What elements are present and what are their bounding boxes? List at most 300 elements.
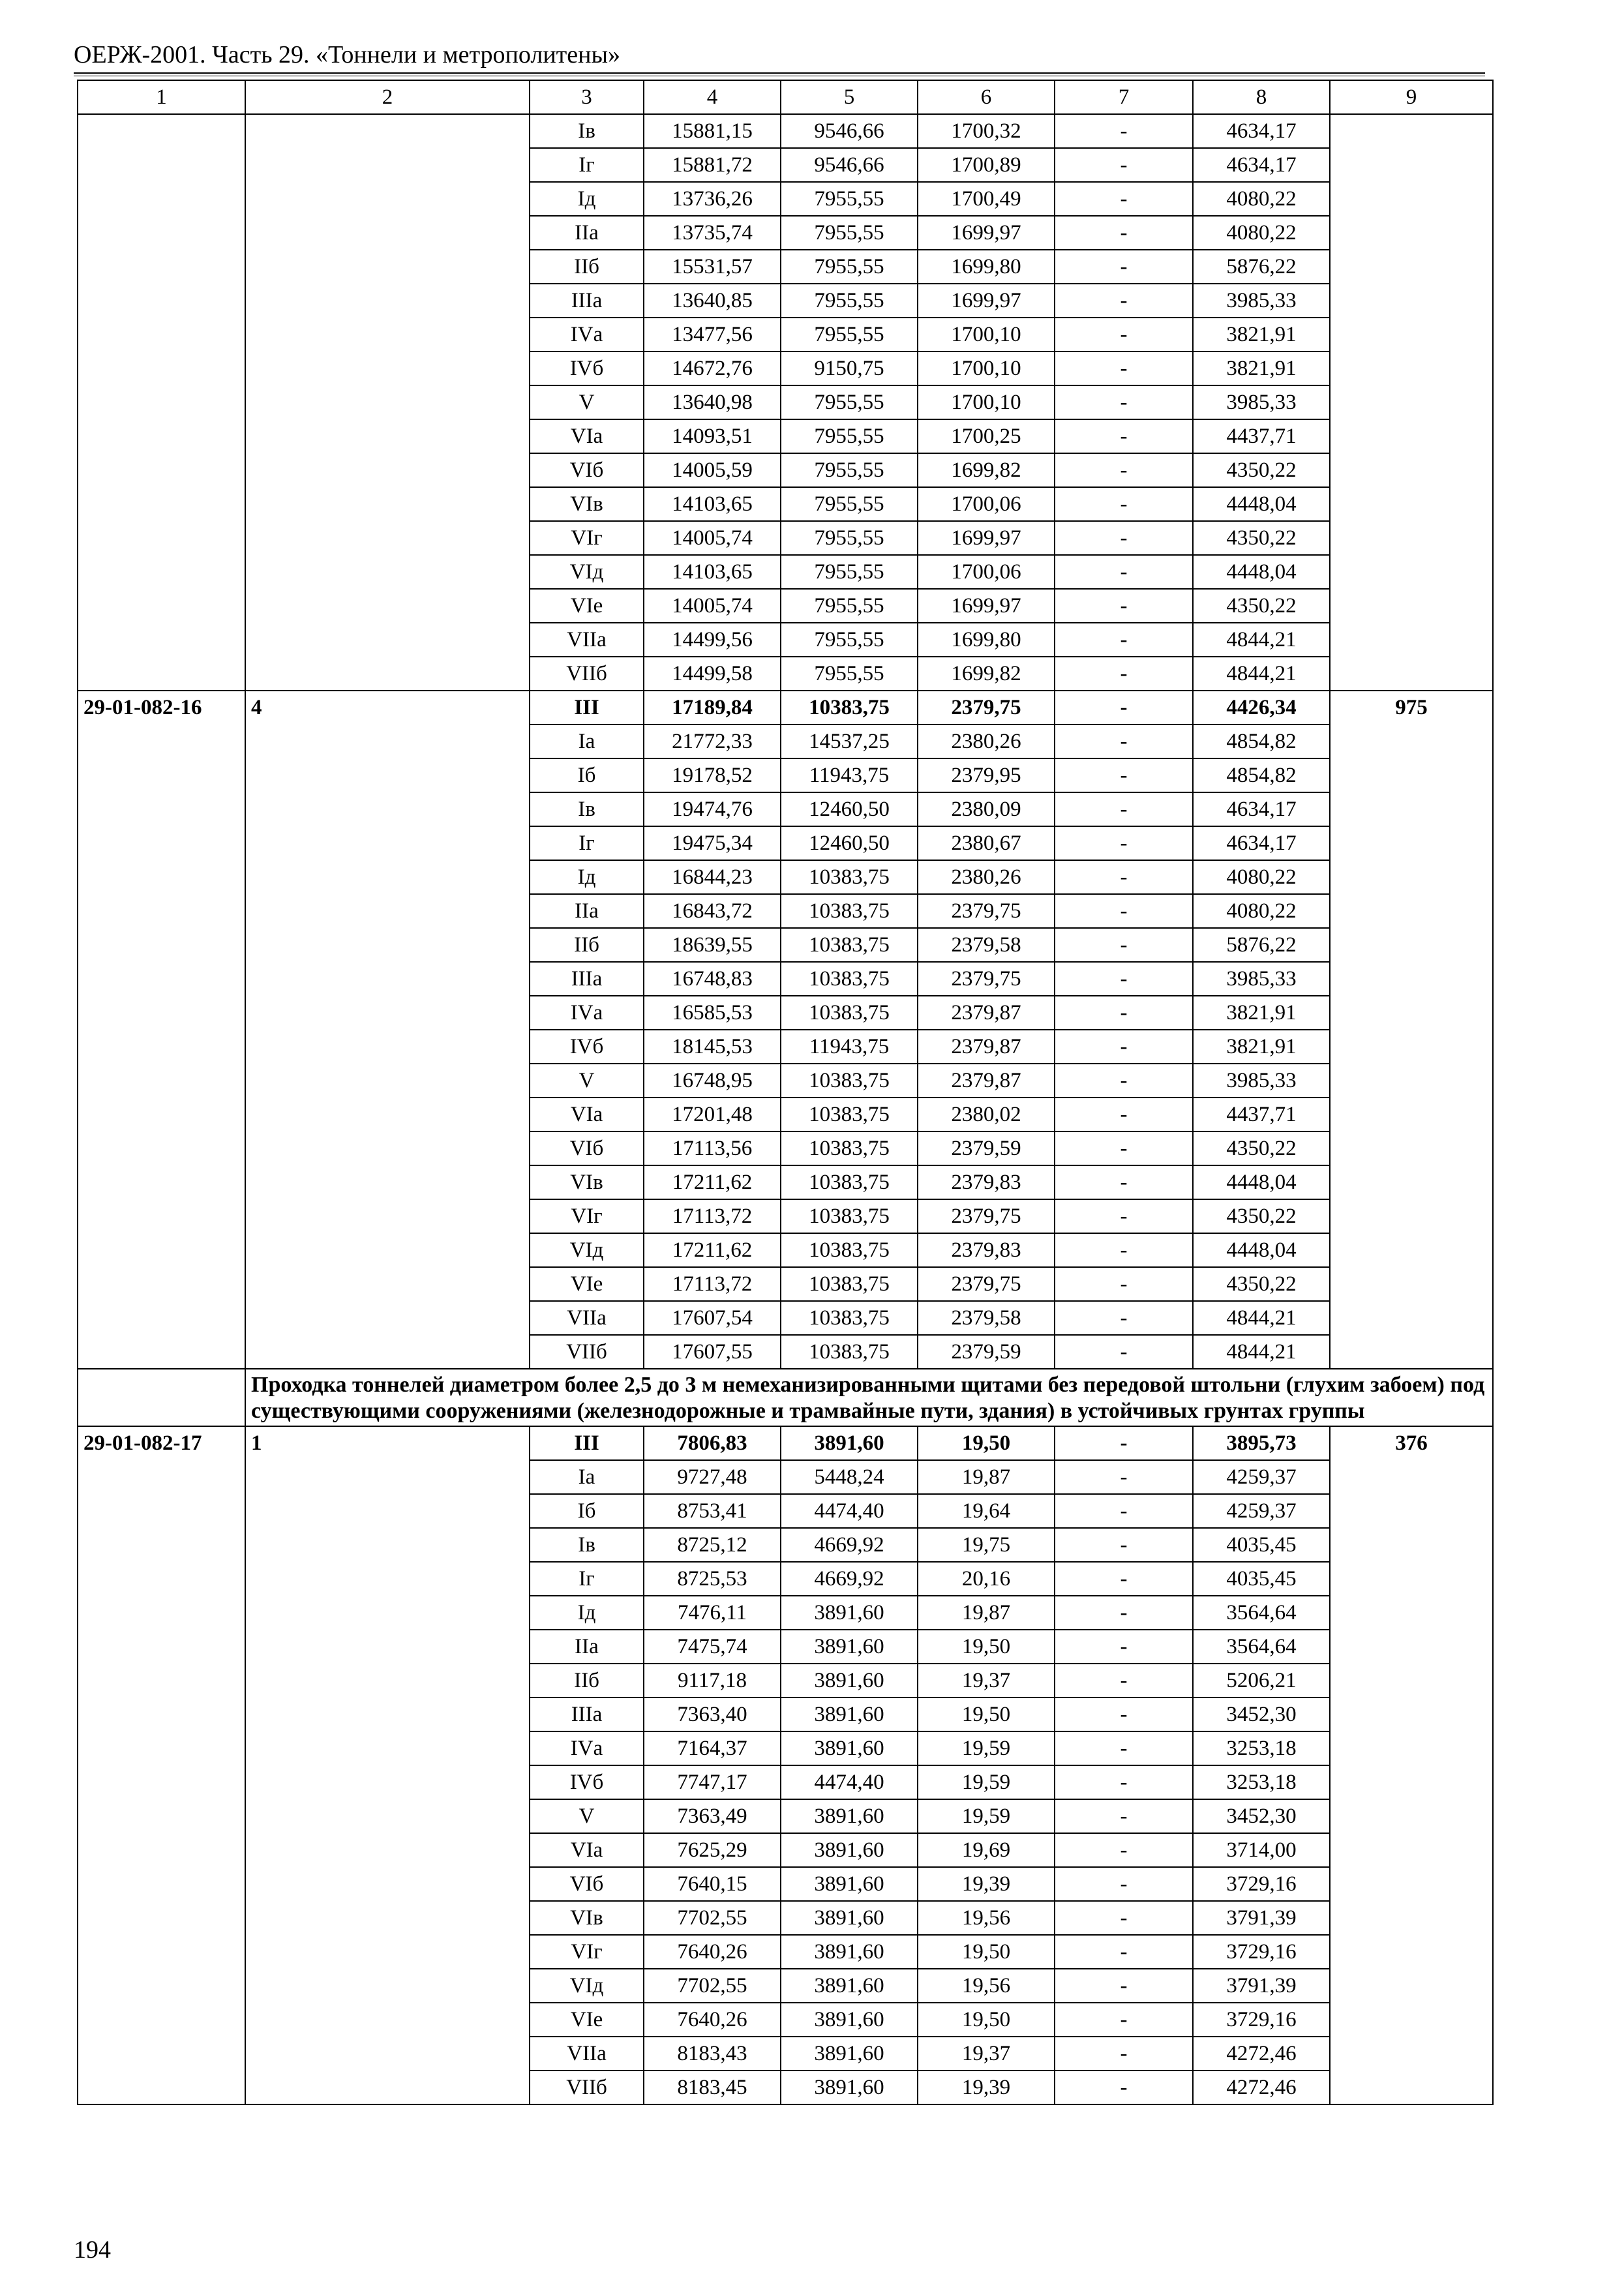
cell-labor-wages: 7955,55 (781, 521, 918, 555)
cell-labor-wages: 10383,75 (781, 1233, 918, 1267)
cell-resistance-class: III (530, 691, 644, 725)
cell-driver-wages: - (1055, 1165, 1193, 1199)
cell-direct-costs: 21772,33 (644, 725, 781, 758)
cell-machine-operation: 2379,59 (918, 1335, 1055, 1369)
cell-machine-operation: 2379,58 (918, 928, 1055, 962)
cell-resistance-class: IVб (530, 1030, 644, 1064)
column-number-header: 7 (1055, 80, 1193, 114)
cell-materials: 4437,71 (1193, 419, 1330, 453)
cell-materials: 3253,18 (1193, 1731, 1330, 1765)
cell-resistance-class: Iг (530, 1562, 644, 1596)
cell-resistance-class: IVа (530, 996, 644, 1030)
cell-materials: 3895,73 (1193, 1426, 1330, 1460)
cell-direct-costs: 15881,72 (644, 148, 781, 182)
cell-materials: 3985,33 (1193, 385, 1330, 419)
cell-driver-wages: - (1055, 1131, 1193, 1165)
cell-machine-operation: 19,69 (918, 1833, 1055, 1867)
cell-materials: 4080,22 (1193, 860, 1330, 894)
cell-materials: 3821,91 (1193, 1030, 1330, 1064)
cell-labor-wages: 7955,55 (781, 589, 918, 623)
cell-direct-costs: 7164,37 (644, 1731, 781, 1765)
cell-direct-costs: 7702,55 (644, 1969, 781, 2003)
cell-labor-wages: 3891,60 (781, 2037, 918, 2071)
cell-labor-wages: 3891,60 (781, 1426, 918, 1460)
cell-resistance-class: VIв (530, 1165, 644, 1199)
cell-resistance-class: V (530, 385, 644, 419)
cell-materials: 3729,16 (1193, 1867, 1330, 1901)
table-row (78, 1426, 1493, 1460)
cell-resistance-class: IIIа (530, 284, 644, 318)
cell-driver-wages: - (1055, 996, 1193, 1030)
cell-direct-costs: 14093,51 (644, 419, 781, 453)
cell-labor-wages: 9546,66 (781, 148, 918, 182)
cell-resistance-class: VIб (530, 1867, 644, 1901)
cell-direct-costs: 19474,76 (644, 792, 781, 826)
cell-driver-wages: - (1055, 1267, 1193, 1301)
cell-direct-costs: 14005,59 (644, 453, 781, 487)
cell-machine-operation: 2379,75 (918, 962, 1055, 996)
cell-resistance-class: Iд (530, 1596, 644, 1630)
cell-soil-group: 4 (245, 691, 530, 1369)
cell-materials: 4350,22 (1193, 521, 1330, 555)
cell-labor-wages: 12460,50 (781, 792, 918, 826)
cell-labor-wages: 3891,60 (781, 1935, 918, 1969)
cell-resistance-class: III (530, 1426, 644, 1460)
cell-machine-operation: 19,59 (918, 1765, 1055, 1799)
cell-direct-costs: 17211,62 (644, 1165, 781, 1199)
cell-resistance-class: IVа (530, 1731, 644, 1765)
cell-machine-operation: 1700,10 (918, 352, 1055, 385)
cell-direct-costs: 18639,55 (644, 928, 781, 962)
cell-section-empty (78, 1369, 245, 1426)
cell-col9-value: 975 (1330, 691, 1493, 1369)
cell-driver-wages: - (1055, 114, 1193, 148)
cell-materials: 4259,37 (1193, 1494, 1330, 1528)
cell-driver-wages: - (1055, 419, 1193, 453)
cell-materials: 5876,22 (1193, 250, 1330, 284)
cell-machine-operation: 2380,26 (918, 860, 1055, 894)
rates-table (77, 80, 1494, 2105)
cell-resistance-class: VIа (530, 419, 644, 453)
cell-machine-operation: 1700,49 (918, 182, 1055, 216)
cell-resistance-class: VIд (530, 1233, 644, 1267)
cell-direct-costs: 7625,29 (644, 1833, 781, 1867)
cell-resistance-class: VIIб (530, 2071, 644, 2104)
cell-resistance-class: Iг (530, 148, 644, 182)
cell-machine-operation: 19,59 (918, 1799, 1055, 1833)
cell-labor-wages: 9546,66 (781, 114, 918, 148)
cell-driver-wages: - (1055, 1494, 1193, 1528)
cell-machine-operation: 19,50 (918, 1426, 1055, 1460)
cell-direct-costs: 17211,62 (644, 1233, 781, 1267)
cell-driver-wages: - (1055, 758, 1193, 792)
cell-direct-costs: 14103,65 (644, 487, 781, 521)
cell-direct-costs: 15531,57 (644, 250, 781, 284)
cell-materials: 4080,22 (1193, 182, 1330, 216)
cell-labor-wages: 7955,55 (781, 555, 918, 589)
cell-materials: 3564,64 (1193, 1596, 1330, 1630)
cell-materials: 4448,04 (1193, 555, 1330, 589)
cell-labor-wages: 3891,60 (781, 1596, 918, 1630)
cell-direct-costs: 14005,74 (644, 521, 781, 555)
cell-materials: 4844,21 (1193, 657, 1330, 691)
cell-resistance-class: IIа (530, 216, 644, 250)
cell-materials: 4350,22 (1193, 1267, 1330, 1301)
cell-materials: 3729,16 (1193, 1935, 1330, 1969)
cell-labor-wages: 7955,55 (781, 385, 918, 419)
cell-machine-operation: 19,39 (918, 1867, 1055, 1901)
cell-materials: 3791,39 (1193, 1969, 1330, 2003)
cell-driver-wages: - (1055, 589, 1193, 623)
cell-resistance-class: IIб (530, 1664, 644, 1698)
cell-driver-wages: - (1055, 1765, 1193, 1799)
cell-driver-wages: - (1055, 1199, 1193, 1233)
cell-machine-operation: 2379,58 (918, 1301, 1055, 1335)
cell-resistance-class: VIг (530, 1935, 644, 1969)
cell-direct-costs: 14499,56 (644, 623, 781, 657)
cell-resistance-class: VIг (530, 521, 644, 555)
cell-machine-operation: 1699,97 (918, 521, 1055, 555)
cell-labor-wages: 7955,55 (781, 487, 918, 521)
cell-materials: 4634,17 (1193, 114, 1330, 148)
cell-resistance-class: IIIа (530, 962, 644, 996)
cell-resistance-class: V (530, 1799, 644, 1833)
cell-labor-wages: 10383,75 (781, 1199, 918, 1233)
cell-machine-operation: 1699,80 (918, 250, 1055, 284)
cell-driver-wages: - (1055, 623, 1193, 657)
cell-materials: 4844,21 (1193, 1301, 1330, 1335)
cell-machine-operation: 19,56 (918, 1901, 1055, 1935)
cell-soil-group: 1 (245, 1426, 530, 2104)
cell-machine-operation: 1699,82 (918, 657, 1055, 691)
cell-code-empty (78, 114, 245, 691)
cell-driver-wages: - (1055, 250, 1193, 284)
cell-resistance-class: VIе (530, 589, 644, 623)
cell-resistance-class: VIа (530, 1833, 644, 1867)
cell-driver-wages: - (1055, 1301, 1193, 1335)
cell-direct-costs: 7747,17 (644, 1765, 781, 1799)
cell-resistance-class: IVб (530, 352, 644, 385)
cell-resistance-class: VIг (530, 1199, 644, 1233)
cell-labor-wages: 9150,75 (781, 352, 918, 385)
cell-driver-wages: - (1055, 2037, 1193, 2071)
cell-norm-code: 29-01-082-16 (78, 691, 245, 1369)
cell-labor-wages: 4669,92 (781, 1528, 918, 1562)
cell-direct-costs: 13477,56 (644, 318, 781, 352)
cell-labor-wages: 7955,55 (781, 657, 918, 691)
cell-col9-value: 376 (1330, 1426, 1493, 2104)
cell-driver-wages: - (1055, 1426, 1193, 1460)
cell-driver-wages: - (1055, 1098, 1193, 1131)
cell-direct-costs: 14672,76 (644, 352, 781, 385)
cell-machine-operation: 2380,26 (918, 725, 1055, 758)
cell-driver-wages: - (1055, 284, 1193, 318)
cell-materials: 4272,46 (1193, 2037, 1330, 2071)
cell-materials: 4350,22 (1193, 453, 1330, 487)
cell-resistance-class: VIв (530, 1901, 644, 1935)
cell-driver-wages: - (1055, 962, 1193, 996)
cell-labor-wages: 7955,55 (781, 216, 918, 250)
cell-materials: 4259,37 (1193, 1460, 1330, 1494)
cell-driver-wages: - (1055, 1969, 1193, 2003)
cell-machine-operation: 2379,83 (918, 1233, 1055, 1267)
cell-direct-costs: 17201,48 (644, 1098, 781, 1131)
cell-resistance-class: Iа (530, 1460, 644, 1494)
cell-materials: 3253,18 (1193, 1765, 1330, 1799)
cell-machine-operation: 1699,80 (918, 623, 1055, 657)
cell-direct-costs: 13736,26 (644, 182, 781, 216)
cell-direct-costs: 7640,15 (644, 1867, 781, 1901)
cell-resistance-class: Iд (530, 182, 644, 216)
column-number-header: 9 (1330, 80, 1493, 114)
cell-labor-wages: 4474,40 (781, 1494, 918, 1528)
cell-materials: 4080,22 (1193, 216, 1330, 250)
cell-machine-operation: 2380,02 (918, 1098, 1055, 1131)
cell-materials: 4035,45 (1193, 1562, 1330, 1596)
cell-resistance-class: Iв (530, 792, 644, 826)
cell-direct-costs: 14103,65 (644, 555, 781, 589)
cell-machine-operation: 19,37 (918, 1664, 1055, 1698)
cell-driver-wages: - (1055, 1460, 1193, 1494)
cell-direct-costs: 17113,56 (644, 1131, 781, 1165)
cell-driver-wages: - (1055, 318, 1193, 352)
cell-labor-wages: 10383,75 (781, 1301, 918, 1335)
cell-resistance-class: Iд (530, 860, 644, 894)
cell-materials: 3452,30 (1193, 1698, 1330, 1731)
cell-machine-operation: 19,50 (918, 2003, 1055, 2037)
cell-machine-operation: 1700,10 (918, 318, 1055, 352)
cell-machine-operation: 1699,97 (918, 284, 1055, 318)
cell-driver-wages: - (1055, 1698, 1193, 1731)
cell-driver-wages: - (1055, 385, 1193, 419)
cell-materials: 5206,21 (1193, 1664, 1330, 1698)
cell-direct-costs: 17607,55 (644, 1335, 781, 1369)
cell-machine-operation: 2380,67 (918, 826, 1055, 860)
cell-driver-wages: - (1055, 1064, 1193, 1098)
cell-direct-costs: 17113,72 (644, 1267, 781, 1301)
cell-resistance-class: IIIа (530, 1698, 644, 1731)
cell-labor-wages: 3891,60 (781, 1799, 918, 1833)
cell-materials: 4035,45 (1193, 1528, 1330, 1562)
cell-materials: 3985,33 (1193, 1064, 1330, 1098)
cell-direct-costs: 13640,98 (644, 385, 781, 419)
cell-driver-wages: - (1055, 725, 1193, 758)
cell-materials: 4448,04 (1193, 1165, 1330, 1199)
cell-resistance-class: VIд (530, 1969, 644, 2003)
cell-machine-operation: 19,50 (918, 1698, 1055, 1731)
cell-materials: 4448,04 (1193, 1233, 1330, 1267)
table-row (78, 691, 1493, 725)
cell-machine-operation: 2379,75 (918, 1199, 1055, 1233)
cell-driver-wages: - (1055, 555, 1193, 589)
cell-materials: 3791,39 (1193, 1901, 1330, 1935)
cell-direct-costs: 16843,72 (644, 894, 781, 928)
cell-machine-operation: 2379,87 (918, 996, 1055, 1030)
cell-group-empty (245, 114, 530, 691)
cell-driver-wages: - (1055, 216, 1193, 250)
cell-resistance-class: IIа (530, 894, 644, 928)
cell-machine-operation: 19,37 (918, 2037, 1055, 2071)
cell-labor-wages: 7955,55 (781, 182, 918, 216)
cell-labor-wages: 3891,60 (781, 1731, 918, 1765)
cell-machine-operation: 1699,82 (918, 453, 1055, 487)
cell-machine-operation: 2379,83 (918, 1165, 1055, 1199)
cell-labor-wages: 3891,60 (781, 1630, 918, 1664)
cell-resistance-class: VIе (530, 1267, 644, 1301)
cell-driver-wages: - (1055, 453, 1193, 487)
cell-direct-costs: 8753,41 (644, 1494, 781, 1528)
column-number-header: 2 (245, 80, 530, 114)
cell-direct-costs: 7640,26 (644, 1935, 781, 1969)
cell-direct-costs: 13640,85 (644, 284, 781, 318)
cell-machine-operation: 19,50 (918, 1935, 1055, 1969)
cell-labor-wages: 4474,40 (781, 1765, 918, 1799)
cell-direct-costs: 17189,84 (644, 691, 781, 725)
table-row (78, 114, 1493, 148)
cell-driver-wages: - (1055, 657, 1193, 691)
cell-machine-operation: 19,87 (918, 1460, 1055, 1494)
cell-labor-wages: 14537,25 (781, 725, 918, 758)
cell-materials: 3564,64 (1193, 1630, 1330, 1664)
cell-materials: 4634,17 (1193, 826, 1330, 860)
cell-materials: 4272,46 (1193, 2071, 1330, 2104)
cell-resistance-class: VIб (530, 453, 644, 487)
cell-materials: 3452,30 (1193, 1799, 1330, 1833)
cell-machine-operation: 1699,97 (918, 589, 1055, 623)
cell-driver-wages: - (1055, 1901, 1193, 1935)
cell-driver-wages: - (1055, 2071, 1193, 2104)
cell-labor-wages: 7955,55 (781, 419, 918, 453)
cell-direct-costs: 7475,74 (644, 1630, 781, 1664)
cell-machine-operation: 20,16 (918, 1562, 1055, 1596)
cell-driver-wages: - (1055, 1335, 1193, 1369)
cell-resistance-class: IIа (530, 1630, 644, 1664)
cell-labor-wages: 7955,55 (781, 284, 918, 318)
cell-driver-wages: - (1055, 521, 1193, 555)
cell-labor-wages: 11943,75 (781, 1030, 918, 1064)
cell-machine-operation: 19,59 (918, 1731, 1055, 1765)
cell-materials: 4634,17 (1193, 792, 1330, 826)
cell-machine-operation: 2379,95 (918, 758, 1055, 792)
cell-direct-costs: 17607,54 (644, 1301, 781, 1335)
column-number-header: 1 (78, 80, 245, 114)
cell-labor-wages: 10383,75 (781, 1064, 918, 1098)
cell-resistance-class: IIб (530, 250, 644, 284)
cell-materials: 3821,91 (1193, 996, 1330, 1030)
cell-labor-wages: 10383,75 (781, 1165, 918, 1199)
cell-machine-operation: 1700,10 (918, 385, 1055, 419)
column-number-header: 3 (530, 80, 644, 114)
cell-driver-wages: - (1055, 2003, 1193, 2037)
cell-materials: 3821,91 (1193, 352, 1330, 385)
cell-direct-costs: 16585,53 (644, 996, 781, 1030)
cell-direct-costs: 7806,83 (644, 1426, 781, 1460)
cell-direct-costs: 8725,53 (644, 1562, 781, 1596)
cell-resistance-class: VIа (530, 1098, 644, 1131)
cell-labor-wages: 10383,75 (781, 962, 918, 996)
cell-direct-costs: 16748,95 (644, 1064, 781, 1098)
cell-driver-wages: - (1055, 860, 1193, 894)
column-number-header: 8 (1193, 80, 1330, 114)
cell-resistance-class: VIIб (530, 657, 644, 691)
cell-resistance-class: VIд (530, 555, 644, 589)
column-number-header: 4 (644, 80, 781, 114)
cell-labor-wages: 10383,75 (781, 691, 918, 725)
cell-labor-wages: 7955,55 (781, 250, 918, 284)
cell-driver-wages: - (1055, 1731, 1193, 1765)
cell-driver-wages: - (1055, 792, 1193, 826)
column-number-row (78, 80, 1493, 114)
cell-direct-costs: 7476,11 (644, 1596, 781, 1630)
cell-resistance-class: VIб (530, 1131, 644, 1165)
cell-driver-wages: - (1055, 894, 1193, 928)
cell-labor-wages: 10383,75 (781, 894, 918, 928)
cell-labor-wages: 10383,75 (781, 1267, 918, 1301)
cell-materials: 3985,33 (1193, 284, 1330, 318)
cell-driver-wages: - (1055, 352, 1193, 385)
column-number-header: 5 (781, 80, 918, 114)
cell-machine-operation: 2379,75 (918, 894, 1055, 928)
cell-machine-operation: 2379,87 (918, 1064, 1055, 1098)
cell-labor-wages: 7955,55 (781, 453, 918, 487)
cell-machine-operation: 1700,25 (918, 419, 1055, 453)
cell-materials: 4437,71 (1193, 1098, 1330, 1131)
cell-direct-costs: 9117,18 (644, 1664, 781, 1698)
cell-norm-code: 29-01-082-17 (78, 1426, 245, 2104)
cell-resistance-class: Iб (530, 758, 644, 792)
cell-driver-wages: - (1055, 1596, 1193, 1630)
header-rule (74, 72, 1485, 74)
cell-driver-wages: - (1055, 1233, 1193, 1267)
cell-driver-wages: - (1055, 691, 1193, 725)
cell-resistance-class: V (530, 1064, 644, 1098)
cell-direct-costs: 19178,52 (644, 758, 781, 792)
cell-resistance-class: Iб (530, 1494, 644, 1528)
cell-direct-costs: 16748,83 (644, 962, 781, 996)
cell-labor-wages: 10383,75 (781, 1131, 918, 1165)
cell-materials: 3729,16 (1193, 2003, 1330, 2037)
cell-driver-wages: - (1055, 1867, 1193, 1901)
cell-machine-operation: 19,64 (918, 1494, 1055, 1528)
cell-machine-operation: 1700,06 (918, 555, 1055, 589)
cell-labor-wages: 3891,60 (781, 2071, 918, 2104)
cell-machine-operation: 2379,59 (918, 1131, 1055, 1165)
cell-materials: 4080,22 (1193, 894, 1330, 928)
cell-labor-wages: 12460,50 (781, 826, 918, 860)
cell-direct-costs: 19475,34 (644, 826, 781, 860)
cell-resistance-class: VIIа (530, 1301, 644, 1335)
cell-machine-operation: 19,39 (918, 2071, 1055, 2104)
cell-labor-wages: 10383,75 (781, 860, 918, 894)
cell-machine-operation: 2379,87 (918, 1030, 1055, 1064)
cell-machine-operation: 19,50 (918, 1630, 1055, 1664)
cell-machine-operation: 19,75 (918, 1528, 1055, 1562)
cell-machine-operation: 1700,32 (918, 114, 1055, 148)
cell-labor-wages: 3891,60 (781, 1969, 918, 2003)
cell-direct-costs: 9727,48 (644, 1460, 781, 1494)
cell-direct-costs: 18145,53 (644, 1030, 781, 1064)
cell-materials: 5876,22 (1193, 928, 1330, 962)
cell-machine-operation: 1699,97 (918, 216, 1055, 250)
cell-labor-wages: 3891,60 (781, 1867, 918, 1901)
cell-direct-costs: 7640,26 (644, 2003, 781, 2037)
cell-machine-operation: 2379,75 (918, 1267, 1055, 1301)
cell-driver-wages: - (1055, 1833, 1193, 1867)
cell-resistance-class: VIе (530, 2003, 644, 2037)
cell-driver-wages: - (1055, 487, 1193, 521)
cell-resistance-class: VIIб (530, 1335, 644, 1369)
page-header-title: ОЕРЖ-2001. Часть 29. «Тоннели и метрополитены» (74, 41, 621, 68)
